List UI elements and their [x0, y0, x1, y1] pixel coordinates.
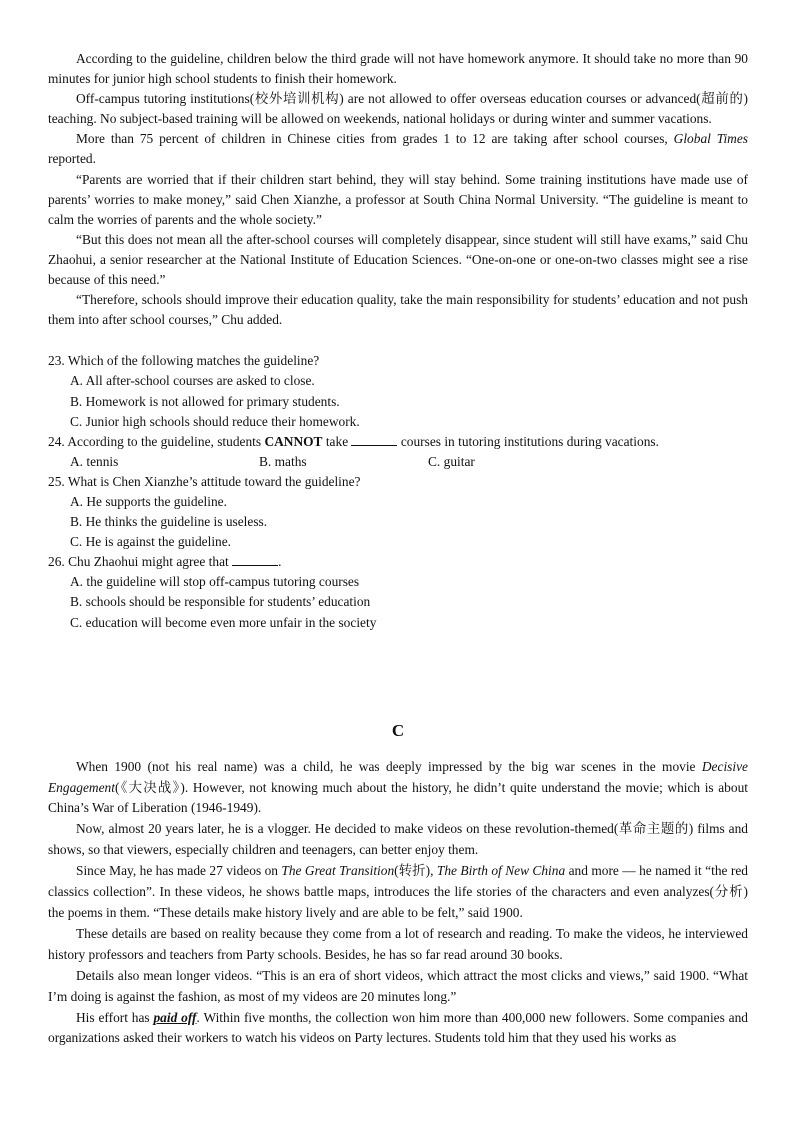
question-23: 23. Which of the following matches the guideline? [48, 353, 320, 369]
paragraph [48, 861, 748, 924]
paragraph [48, 757, 748, 820]
option: A. All after-school courses are asked to close. [70, 373, 315, 389]
paragraph: Details also mean longer videos. “This is an era of short videos, which attract the most clicks and views,” said 1900. “What I’m doing is against the fashion, as most of my videos are 20 minutes long.” [48, 967, 748, 1004]
option: C. education will become even more unfair in the society [70, 614, 377, 630]
text: . [278, 554, 282, 570]
question-25: 25. What is Chen Xianzhe’s attitude toward the guideline? [48, 473, 361, 489]
text: Parents are worried that if their children start behind, they will stay behind. Some training institutions have made use of parents’ worries to make money,” said Chen Xianzhe, a professor at South China Normal University. “The guideline is meant to calm the worries of parents and the whole society.” [48, 171, 748, 227]
show-title: The Birth of New China [436, 863, 566, 879]
text: and more — he named it “the red classics collection”. In these videos, he shows battle maps, introduces the life stories of the characters and even analyzes(分析) the poems in them. “These details make history lively and are able to be felt,” said 1900. [48, 863, 748, 920]
question-24 [48, 432, 748, 452]
paragraph [48, 129, 748, 169]
source-name: Global Times [673, 131, 748, 147]
text: . Within five months, the collection won him more than 400,000 new followers. Some companies and organizations asked their workers to watch his videos on Party lectures. Students told him that they used his works as [48, 1009, 748, 1046]
movie-title: Decisive Engagement [48, 758, 748, 795]
text: His effort has [76, 1009, 154, 1025]
paragraph: These details are based on reality because they come from a lot of research and reading. To make the videos, he interviewed history professors and teachers from Party schools. Besides, he has so far read around 30 books. [48, 925, 748, 962]
option: C. Junior high schools should reduce their homework. [70, 413, 360, 429]
paragraph: “But this does not mean all the after-school courses will completely disappear, since student will still have exams,” said Chu Zhaohui, a senior researcher at the National Institute of Education Sciences. “One-on-one or one-on-two classes might see a rise because of this need.” [48, 231, 748, 288]
text: “ [76, 171, 82, 187]
document-page [48, 49, 748, 1049]
option: C. guitar [428, 453, 475, 469]
option: A. tennis [70, 453, 119, 469]
text: When 1900 (not his real name) was a child, he was deeply impressed by the big war scenes in the movie [76, 758, 702, 774]
text: (《大决战》). However, not knowing much about the history, he didn’t quite understand the movie; which is about China’s War of Liberation (1946-1949). [48, 779, 748, 816]
option: A. He supports the guideline. [70, 493, 227, 509]
answer-blank [232, 553, 278, 566]
section-heading: C [391, 720, 405, 740]
underlined-phrase: paid off [153, 1009, 197, 1025]
text: reported. [48, 151, 96, 167]
show-title: The Great Transition [281, 863, 395, 879]
text: courses in tutoring institutions during vacations. [397, 433, 659, 449]
paragraph: According to the guideline, children below the third grade will not have homework anymore. It should take no more than 90 minutes for junior high school students to finish their homework. [48, 51, 748, 87]
text: take [322, 433, 352, 449]
text: Since May, he has made 27 videos on [76, 863, 282, 879]
option: C. He is against the guideline. [70, 534, 232, 550]
option: B. He thinks the guideline is useless. [70, 514, 268, 530]
paragraph [48, 1008, 748, 1050]
option: B. maths [259, 453, 307, 469]
question-26 [48, 552, 748, 572]
option: A. the guideline will stop off-campus tutoring courses [70, 574, 360, 590]
option: B. schools should be responsible for students’ education [70, 594, 371, 610]
text: More than 75 percent of children in Chinese cities from grades 1 to 12 are taking after school courses, [76, 131, 674, 147]
text: (转折), [394, 863, 437, 879]
paragraph: Off-campus tutoring institutions(校外培训机构) are not allowed to offer overseas education courses or advanced(超前的) teaching. No subject-based training will be allowed on weekends, national holidays or during winter and summer vacations. [48, 91, 748, 127]
emphasis: CANNOT [264, 433, 323, 449]
option-row [48, 452, 748, 472]
option: B. Homework is not allowed for primary students. [70, 393, 340, 409]
paragraph: Now, almost 20 years later, he is a vlogger. He decided to make videos on these revolution-themed(革命主题的) films and shows, so that viewers, especially children and teenagers, can better enjoy them. [48, 821, 748, 858]
text: 24. According to the guideline, students [48, 433, 265, 449]
paragraph [48, 170, 748, 230]
answer-blank [351, 433, 397, 446]
paragraph: “Therefore, schools should improve their education quality, take the main responsibility for students’ education and not push them into after school courses,” Chu added. [48, 292, 748, 328]
text: 26. Chu Zhaohui might agree that [48, 554, 233, 570]
